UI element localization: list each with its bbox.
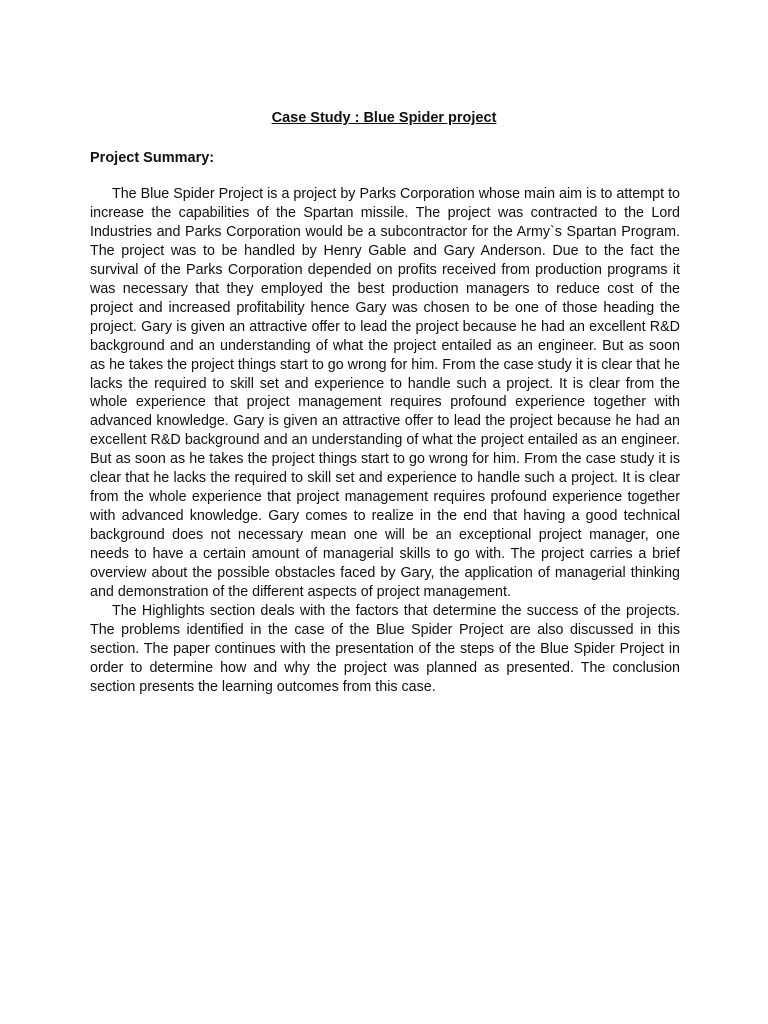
document-body (90, 185, 680, 697)
document-title: Case Study : Blue Spider project (271, 110, 497, 126)
section-heading: Project Summary: (90, 150, 215, 166)
paragraph-summary: The Blue Spider Project is a project by Parks Corporation whose main aim is to attempt to increase the capabilities of the Spartan missile. The project was contracted to the Lord Industries and Parks Corporation would be a subcontractor for the Army`s Spartan Program. The project was to be handled by Henry Gable and Gary Anderson. Due to the fact the survival of the Parks Corporation depended on profits received from production programs it was necessary that they employed the best production managers to reduce cost of the project and increased profitability hence Gary was chosen to be one of those heading the project. Gary is given an attractive offer to lead the project because he had an excellent R&D background and an understanding of what the project entailed as an engineer. But as soon as he takes the project things start to go wrong for him. From the case study it is clear that he lacks the required to skill set and experience to handle such a project. It is clear from the whole experience that project management requires profound experience together with advanced knowledge. Gary is given an attractive offer to lead the project because he had an excellent R&D background and an understanding of what the project entailed as an engineer. But as soon as he takes the project things start to go wrong for him. From the case study it is clear that he lacks the required to skill set and experience to handle such a project. It is clear from the whole experience that project management requires profound experience together with advanced knowledge. Gary comes to realize in the end that having a good technical background does not necessary mean one will be an exceptional project manager, one needs to have a certain amount of managerial skills to go with. The project carries a brief overview about the possible obstacles faced by Gary, the application of managerial thinking and demonstration of the different aspects of project management. (90, 186, 680, 601)
paragraph-highlights: The Highlights section deals with the factors that determine the success of the projects. The problems identified in the case of the Blue Spider Project are also discussed in this section. The paper continues with the presentation of the steps of the Blue Spider Project in order to determine how and why the project was planned as presented. The conclusion section presents the learning outcomes from this case. (90, 602, 680, 695)
